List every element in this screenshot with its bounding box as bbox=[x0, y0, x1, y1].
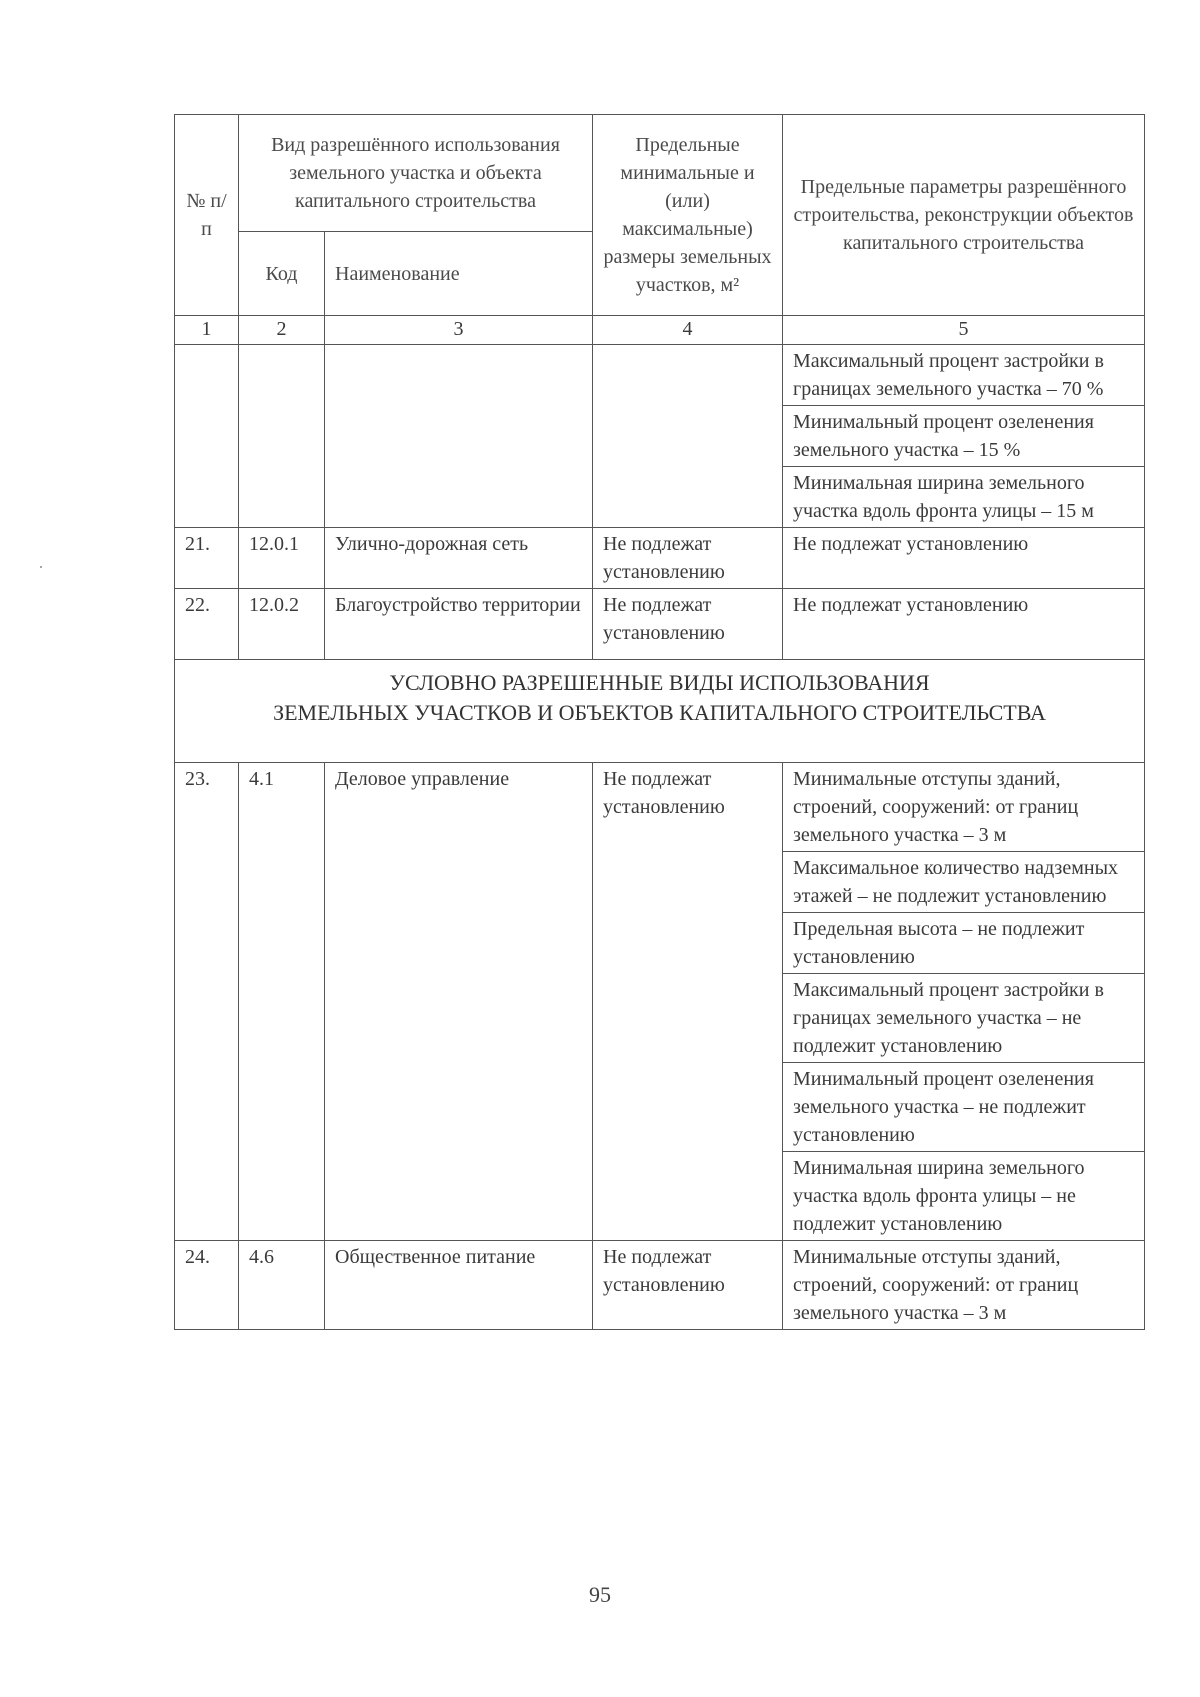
page-number: 95 bbox=[589, 1582, 611, 1607]
param-cell: Максимальный процент застройки в границах земельного участка – 70 % bbox=[783, 345, 1145, 406]
row-name: Деловое управление bbox=[325, 763, 593, 1241]
row-number: 21. bbox=[175, 528, 239, 589]
header-construction-params: Предельные параметры разрешённого строительства, реконструкции объектов капитального строительства bbox=[783, 115, 1145, 316]
section-heading-row bbox=[175, 660, 1145, 763]
param-cell: Минимальные отступы зданий, строений, сооружений: от границ земельного участка – 3 м bbox=[783, 763, 1145, 852]
zoning-table bbox=[174, 114, 1145, 1330]
table-row-23 bbox=[175, 763, 1145, 852]
row-code: 12.0.2 bbox=[239, 589, 325, 660]
section-heading bbox=[175, 660, 1145, 763]
header-plot-sizes: Предельные минимальные и (или) максимальные) размеры земельных участков, м² bbox=[593, 115, 783, 316]
table-row-continued bbox=[175, 345, 1145, 406]
header-number: № п/п bbox=[175, 115, 239, 316]
row-number: 23. bbox=[175, 763, 239, 1241]
row-sizes: Не подлежат установлению bbox=[593, 589, 783, 660]
param-cell: Не подлежат установлению bbox=[783, 589, 1145, 660]
column-number-4: 4 bbox=[593, 316, 783, 345]
param-cell: Предельная высота – не подлежит установлению bbox=[783, 913, 1145, 974]
header-name: Наименование bbox=[325, 232, 593, 316]
param-cell: Максимальный процент застройки в границах земельного участка – не подлежит установлению bbox=[783, 974, 1145, 1063]
table-row-21 bbox=[175, 528, 1145, 589]
column-number-5: 5 bbox=[783, 316, 1145, 345]
param-cell: Минимальные отступы зданий, строений, сооружений: от границ земельного участка – 3 м bbox=[783, 1241, 1145, 1330]
table-row-24 bbox=[175, 1241, 1145, 1330]
row-name: Улично-дорожная сеть bbox=[325, 528, 593, 589]
row-name: Общественное питание bbox=[325, 1241, 593, 1330]
cell-empty bbox=[593, 345, 783, 528]
scan-speck bbox=[40, 566, 42, 568]
column-number-1: 1 bbox=[175, 316, 239, 345]
header-permitted-use-group: Вид разрешённого использования земельного участка и объекта капитального строительства bbox=[239, 115, 593, 232]
row-code: 12.0.1 bbox=[239, 528, 325, 589]
param-cell: Максимальное количество надземных этажей – не подлежит установлению bbox=[783, 852, 1145, 913]
column-number-2: 2 bbox=[239, 316, 325, 345]
row-name: Благоустройство территории bbox=[325, 589, 593, 660]
cell-empty bbox=[325, 345, 593, 528]
param-cell: Минимальная ширина земельного участка вдоль фронта улицы – 15 м bbox=[783, 467, 1145, 528]
row-sizes: Не подлежат установлению bbox=[593, 528, 783, 589]
param-cell: Минимальная ширина земельного участка вдоль фронта улицы – не подлежит установлению bbox=[783, 1152, 1145, 1241]
row-number: 24. bbox=[175, 1241, 239, 1330]
column-number-3: 3 bbox=[325, 316, 593, 345]
param-cell: Минимальный процент озеленения земельного участка – не подлежит установлению bbox=[783, 1063, 1145, 1152]
row-number: 22. bbox=[175, 589, 239, 660]
header-row-1 bbox=[175, 115, 1145, 232]
row-code: 4.6 bbox=[239, 1241, 325, 1330]
row-sizes: Не подлежат установлению bbox=[593, 1241, 783, 1330]
param-cell: Минимальный процент озеленения земельного участка – 15 % bbox=[783, 406, 1145, 467]
column-number-row bbox=[175, 316, 1145, 345]
cell-empty bbox=[175, 345, 239, 528]
table-row-22 bbox=[175, 589, 1145, 660]
header-code: Код bbox=[239, 232, 325, 316]
row-sizes: Не подлежат установлению bbox=[593, 763, 783, 1241]
cell-empty bbox=[239, 345, 325, 528]
section-heading-line-2: ЗЕМЕЛЬНЫХ УЧАСТКОВ И ОБЪЕКТОВ КАПИТАЛЬНОГО СТРОИТЕЛЬСТВА bbox=[273, 700, 1046, 725]
section-heading-line-1: УСЛОВНО РАЗРЕШЕННЫЕ ВИДЫ ИСПОЛЬЗОВАНИЯ bbox=[389, 670, 930, 695]
param-cell: Не подлежат установлению bbox=[783, 528, 1145, 589]
row-code: 4.1 bbox=[239, 763, 325, 1241]
